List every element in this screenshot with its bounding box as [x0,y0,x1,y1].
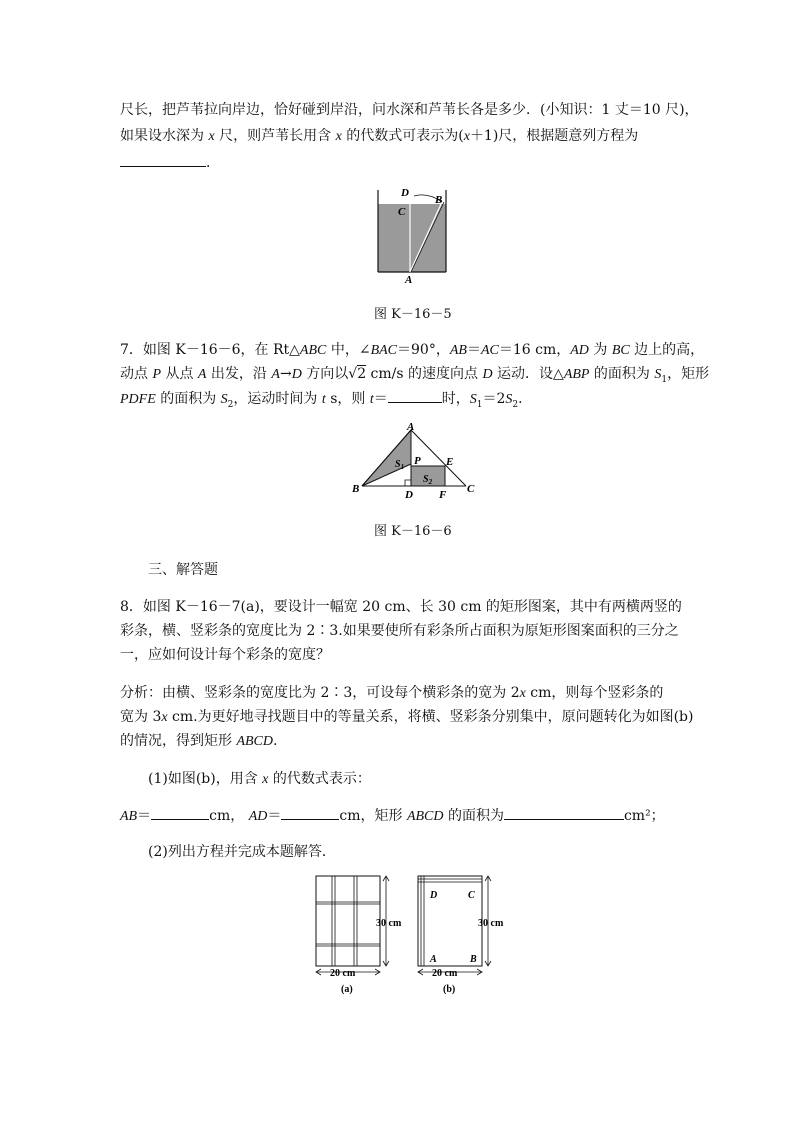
figure-k16-7b [412,872,522,1000]
label-P: P [414,455,421,467]
question-1-line-1: (1)如图(b)，用含 x 的代数式表示： [148,771,371,787]
problem-7-line-2: 动点 P 从点 A 出发，沿 A→D 方向以√2 cm/s 的速度向点 D 运动．设△ABP 的面积为 $S_1$，矩形 [120,366,710,385]
problem-6-line-2: 如果设水深为 x 尺，则芦苇长用含 x 的代数式可表示为(x＋1)尺，根据题意列方程为 [120,128,639,144]
label-A: A [407,422,415,433]
label-D: D [430,890,438,901]
answer-blank[interactable] [120,152,206,167]
dim-height-label: 30 cm [376,918,402,929]
problem-8-line-3: 一，应如何设计每个彩条的宽度？ [120,647,330,663]
answer-blank-area[interactable] [504,805,624,820]
analysis-line-2: 宽为 3x cm.为更好地寻找题目中的等量关系，将横、竖彩条分别集中，原问题转化为如图(b) [120,709,694,725]
label-D: D [401,187,409,199]
label-C: C [467,483,475,495]
dim-height-label: 30 cm [478,918,504,929]
pattern-rect-a [316,876,380,966]
label-A: A [430,954,437,965]
answer-blank-t[interactable] [388,388,442,403]
section-heading: 三、解答题 [148,562,218,578]
problem-7-line-3: PDFE 的面积为 $S_2$，运动时间为 t s，则 t＝ 时，$S_1=2S_2$． [120,388,680,415]
right-angle-mark [405,480,411,486]
problem-8-line-2: 彩条，横、竖彩条的宽度比为 2∶3.如果要使所有彩条所占面积为原矩形图案面积的三分之 [120,623,679,639]
label-C: C [398,206,406,218]
problem-7-line-1: 7．如图 K－16－6，在 Rt△ABC 中，∠BAC＝90°，AB＝AC＝16 cm，AD 为 BC 边上的高， [120,342,705,358]
sqrt-sign: √ [348,366,358,382]
label-A: A [405,274,413,284]
dim-width-label: 20 cm [432,968,458,979]
label-B: B [352,483,360,495]
figure-caption-a: (a) [341,984,353,995]
analysis-line-1: 分析：由横、竖彩条的宽度比为 2∶3，可设每个横彩条的宽为 2x cm，则每个竖彩条的 [120,685,664,701]
label-F: F [439,489,447,501]
label-C: C [468,890,475,901]
figure-caption-k16-5: 图 K－16－5 [374,307,452,322]
answer-blank-ab[interactable] [151,805,209,820]
figure-caption-k16-6: 图 K－16－6 [374,524,452,539]
label-B: B [470,954,477,965]
label-B: B [435,194,443,206]
analysis-line-3: 的情况，得到矩形 ABCD. [120,733,278,749]
figure-caption-b: (b) [443,984,456,995]
figure-k16-6 [348,422,478,502]
figure-k16-5 [368,184,458,284]
label-S1: $S_1$ [395,459,405,471]
figure-k16-7a [310,872,420,1000]
problem-8-line-1: 8．如图 K－16－7(a)，要设计一幅宽 20 cm、长 30 cm 的矩形图案，其中有两横两竖的 [120,599,682,615]
question-2: (2)列出方程并完成本题解答． [148,844,336,860]
label-E: E [446,456,454,468]
problem-6-line-1: 尺长，把芦苇拉向岸边，恰好碰到岸沿，问水深和芦苇长各是多少．(小知识：1 丈＝10 尺)， [120,102,699,118]
dim-width-label: 20 cm [330,968,356,979]
label-S2: $S_2$ [423,474,433,486]
question-1-line-2: AB＝ cm， AD＝ cm，矩形 ABCD 的面积为 cm²； [120,805,680,827]
answer-blank-ad[interactable] [281,805,339,820]
label-D: D [405,489,413,501]
problem-6-line-3: ． [120,152,680,173]
